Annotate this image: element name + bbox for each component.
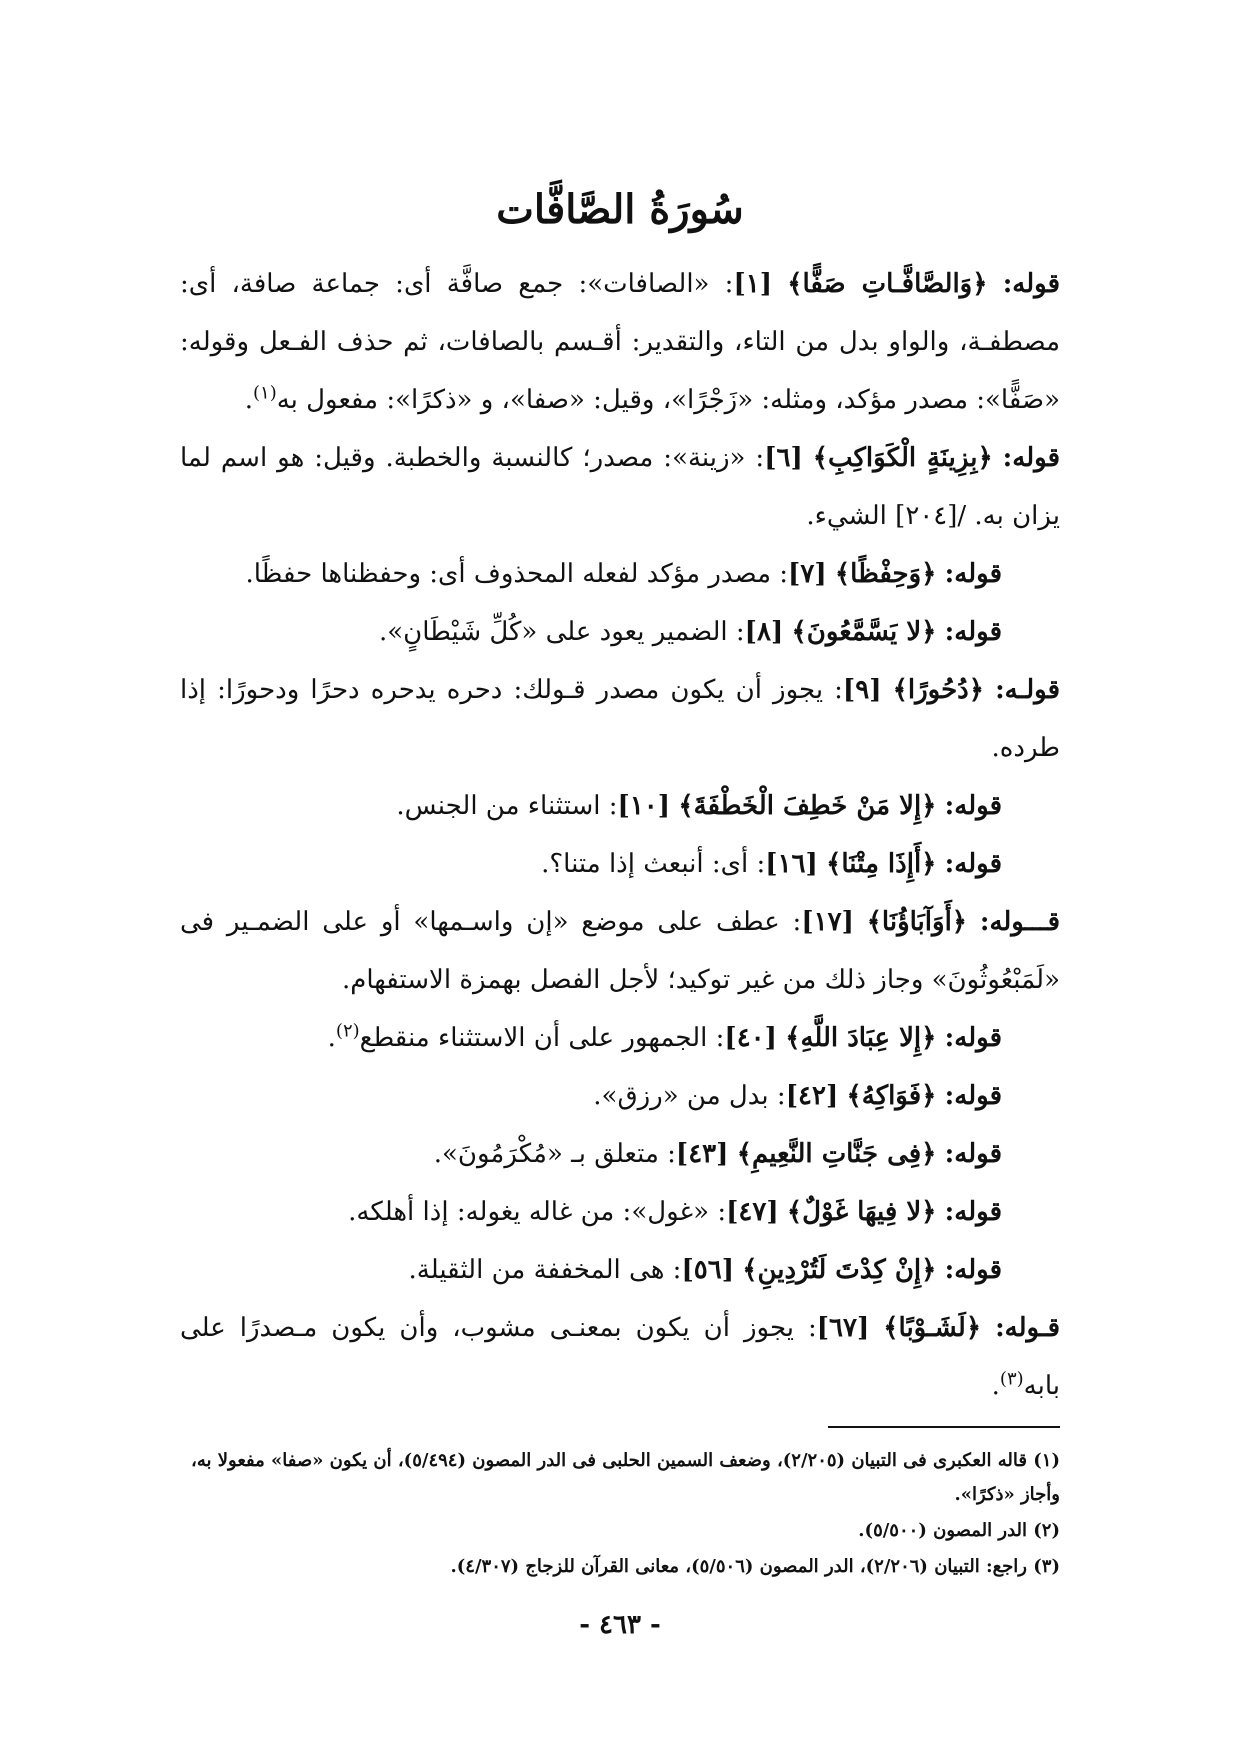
- entry-label: قـــوله:: [979, 907, 1061, 937]
- entry-7: [180, 835, 1060, 893]
- entry-text: : يجوز أن يكون بمعنـى مشوب، وأن يكون مـصدرًا على بابه: [180, 1313, 1060, 1401]
- verse-quote: ﴿دُحُورًا﴾: [892, 675, 984, 705]
- verse-quote: ﴿وَالصَّافَّـاتِ صَفًّا﴾: [787, 269, 988, 299]
- page-number: - ٤٦٣ -: [579, 1610, 661, 1640]
- entry-label: قوله:: [944, 1081, 1002, 1111]
- entry-text: : «غول»: من غاله يغوله: إذا أهلكه.: [348, 1197, 727, 1227]
- verse-number: [٤٢]: [785, 1081, 839, 1111]
- entry-text: : أى: أنبعث إذا متنا؟.: [541, 849, 766, 879]
- verse-number: [٧]: [788, 559, 827, 589]
- entry-label: قوله:: [944, 791, 1002, 821]
- entry-13: [180, 1241, 1060, 1299]
- entry-text: : «الصافات»: جمع صافَّة أى: جماعة صافة، أى: مصطفـة، والواو بدل من التاء، والتقدير: أقـسم بالصافات، ثم حذف الفـعل وقوله: «صَفًّا»: مصدر مؤكد، ومثله: «زَجْرًا»، وقيل: «صفا»، و «ذكرًا»: مفعول به: [180, 269, 1060, 415]
- verse-quote: ﴿فَوَاكِهُ﴾: [846, 1081, 937, 1111]
- entry-tail: .: [327, 1023, 336, 1053]
- verse-number: [١٦]: [765, 849, 818, 879]
- footnote-1: (١) قاله العكبرى فى التبيان (٢/٢٠٥)، وضعف السمين الحلبى فى الدر المصون (٥/٤٩٤)، أن يكون «صفا» مفعولا به، وأجاز «ذكرًا».: [191, 1450, 1060, 1505]
- entry-text: : متعلق بـ «مُكْرَمُونَ».: [433, 1139, 676, 1169]
- footnote-separator: [828, 1426, 1060, 1428]
- footnote-marker[interactable]: (٣): [999, 1368, 1024, 1390]
- entry-3: [180, 545, 1060, 603]
- entry-text: : مصدر مؤكد لفعله المحذوف أى: وحفظناها حفظًا.: [245, 559, 789, 589]
- entry-2: [180, 429, 1060, 545]
- entry-4: [180, 603, 1060, 661]
- entry-text: : الضمير يعود على «كُلِّ شَيْطَانٍ».: [378, 617, 745, 647]
- entry-label: قولـه:: [995, 675, 1061, 705]
- entry-text: : بدل من «رزق».: [593, 1081, 786, 1111]
- verse-number: [١]: [733, 269, 773, 299]
- verse-quote: ﴿لا يَسَّمَّعُونَ﴾: [791, 617, 937, 647]
- entry-tail: .: [244, 385, 253, 415]
- entry-12: [180, 1183, 1060, 1241]
- surah-title: سُورَةُ الصَّافَّات: [496, 186, 744, 233]
- entry-8: [180, 893, 1060, 1009]
- entry-11: [180, 1125, 1060, 1183]
- entry-5: [180, 661, 1060, 777]
- entry-label: قوله:: [944, 1139, 1002, 1169]
- verse-quote: ﴿إِلا مَنْ خَطِفَ الْخَطْفَةَ﴾: [678, 791, 937, 821]
- entry-9: [180, 1009, 1060, 1067]
- verse-number: [٩]: [842, 675, 882, 705]
- entry-text: : «زينة»: مصدر؛ كالنسبة والخطبة. وقيل: هو اسم لما يزان به. /[٢٠٤] الشيء.: [180, 443, 1060, 531]
- commentary-body: [180, 255, 1060, 1415]
- entry-label: قوله:: [944, 1197, 1002, 1227]
- entry-text: : عطف على موضع «إن واسـمها» أو على الضمـير فى «لَمَبْعُوثُونَ» وجاز ذلك من غير توكيد؛ لأجل الفصل بهمزة الاستفهام.: [180, 907, 1060, 995]
- entry-text: : الجمهور على أن الاستثناء منقطع: [359, 1023, 725, 1053]
- verse-quote: ﴿وَحِفْظًا﴾: [834, 559, 937, 589]
- verse-quote: ﴿لَشَـوْبًا﴾: [883, 1313, 982, 1343]
- entry-label: قوله:: [944, 559, 1002, 589]
- entry-10: [180, 1067, 1060, 1125]
- entry-label: قوله:: [944, 849, 1002, 879]
- entry-6: [180, 777, 1060, 835]
- verse-quote: ﴿إِنْ كِدْتَ لَتُرْدِينِ﴾: [742, 1255, 937, 1285]
- footnote-3: (٣) راجع: التبيان (٢/٢٠٦)، الدر المصون (٥/٥٠٦)، معانى القرآن للزجاج (٤/٣٠٧).: [450, 1556, 1060, 1577]
- verse-number: [١٠]: [617, 791, 671, 821]
- entry-label: قوله:: [944, 617, 1002, 647]
- verse-number: [٤٠]: [724, 1023, 777, 1053]
- entry-14: [180, 1299, 1060, 1415]
- verse-quote: ﴿لا فِيهَا غَوْلٌ﴾: [786, 1197, 937, 1227]
- entry-text: : استثناء من الجنس.: [396, 791, 618, 821]
- verse-number: [٤٣]: [675, 1139, 729, 1169]
- entry-text: : يجوز أن يكون مصدر قـولك: دحره يدحره دحرًا ودحورًا: إذا طرده.: [180, 675, 1060, 763]
- verse-number: [١٧]: [801, 907, 854, 937]
- footnote-marker[interactable]: (٢): [335, 1020, 360, 1042]
- entry-label: قوله:: [944, 1255, 1002, 1285]
- entry-text: : هى المخففة من الثقيلة.: [408, 1255, 682, 1285]
- entry-label: قوله:: [1002, 269, 1061, 299]
- verse-number: [٨]: [744, 617, 784, 647]
- entry-label: قـوله:: [995, 1313, 1060, 1343]
- verse-quote: ﴿أَوَآبَاؤُنَا﴾: [866, 907, 968, 937]
- verse-quote: ﴿بِزِينَةٍ الْكَوَاكِبِ﴾: [812, 443, 993, 473]
- verse-number: [٦٧]: [816, 1313, 870, 1343]
- footnote-marker[interactable]: (١): [252, 382, 277, 404]
- entry-1: [180, 255, 1060, 429]
- entry-label: قوله:: [1002, 443, 1060, 473]
- verse-number: [٤٧]: [726, 1197, 779, 1227]
- verse-number: [٦]: [764, 443, 803, 473]
- footnote-2: (٢) الدر المصون (٥/٥٠٠).: [858, 1520, 1060, 1541]
- verse-quote: ﴿أَإِذَا مِتْنَا﴾: [826, 849, 937, 879]
- entry-tail: .: [991, 1371, 1000, 1401]
- verse-number: [٥٦]: [681, 1255, 735, 1285]
- verse-quote: ﴿إِلا عِبَادَ اللَّهِ﴾: [785, 1023, 937, 1053]
- verse-quote: ﴿فِى جَنَّاتِ النَّعِيمِ﴾: [736, 1139, 937, 1169]
- entry-label: قوله:: [944, 1023, 1002, 1053]
- footnotes: [180, 1444, 1060, 1586]
